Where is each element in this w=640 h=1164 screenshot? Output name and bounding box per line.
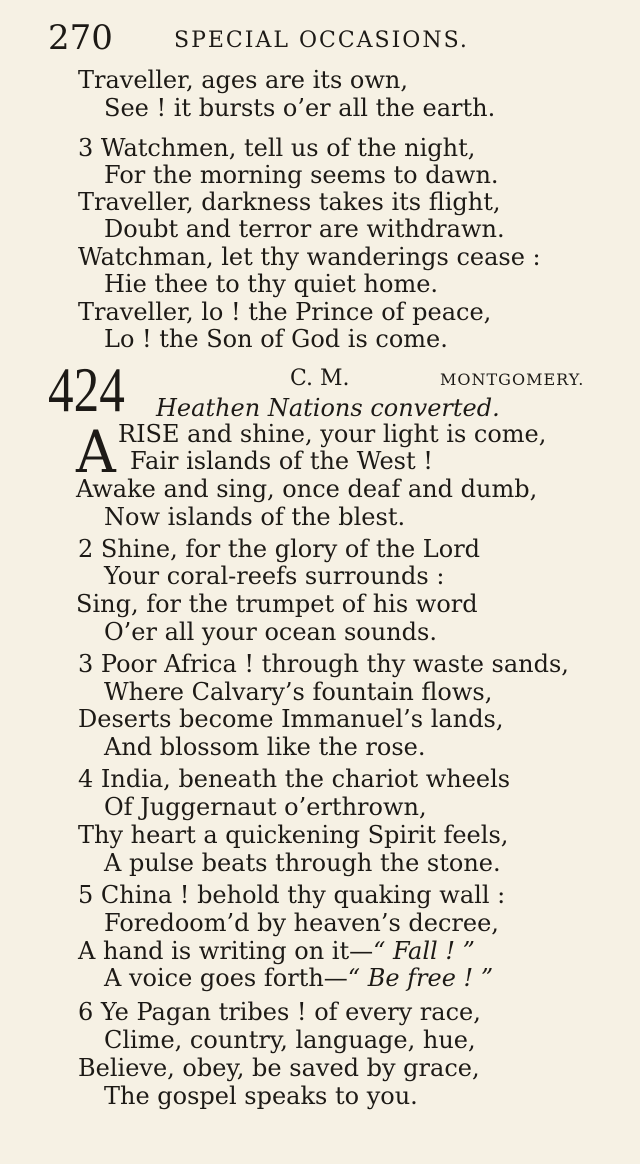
verse-line: 3 Watchmen, tell us of the night, — [78, 134, 476, 162]
verse-line: Clime, country, language, hue, — [104, 1026, 476, 1054]
verse-line: And blossom like the rose. — [104, 733, 426, 761]
verse-line: Fair islands of the West ! — [130, 447, 433, 475]
verse-line: Of Juggernaut o’erthrown, — [104, 793, 427, 821]
verse-line: 5 China ! behold thy quaking wall : — [78, 881, 506, 909]
verse-line: Doubt and terror are withdrawn. — [104, 215, 505, 243]
hymn-number: 424 — [48, 354, 125, 425]
verse-line: RISE and shine, your light is come, — [118, 420, 547, 448]
verse-line: Traveller, lo ! the Prince of peace, — [78, 298, 492, 326]
verse-line — [78, 937, 475, 965]
verse-line: Sing, for the trumpet of his word — [76, 590, 478, 618]
hymn-title: Heathen Nations converted. — [156, 394, 500, 422]
verse-line: Awake and sing, once deaf and dumb, — [76, 475, 538, 503]
verse-line: 6 Ye Pagan tribes ! of every race, — [78, 998, 481, 1026]
verse-line: Believe, obey, be saved by grace, — [78, 1054, 480, 1082]
verse-line: Hie thee to thy quiet home. — [104, 270, 439, 298]
verse-line: A pulse beats through the stone. — [104, 849, 501, 877]
verse-line: See ! it bursts o’er all the earth. — [104, 94, 496, 122]
verse-line: Watchman, let thy wanderings cease : — [78, 243, 541, 271]
running-head — [48, 18, 608, 58]
verse-line: Traveller, ages are its own, — [78, 66, 408, 94]
drop-cap: A — [76, 418, 116, 486]
verse-line: Deserts become Immanuel’s lands, — [78, 705, 504, 733]
verse-line: Lo ! the Son of God is come. — [104, 325, 448, 353]
verse-line: For the morning seems to dawn. — [104, 161, 499, 189]
verse-line: Foredoom’d by heaven’s decree, — [104, 909, 499, 937]
verse-text: A hand is writing on it— — [78, 937, 374, 965]
verse-text: A voice goes forth— — [104, 964, 348, 992]
verse-line: Your coral-reefs surrounds : — [104, 562, 445, 590]
hymn-tune: MONTGOMERY. — [440, 370, 585, 389]
section-title: SPECIAL OCCASIONS. — [174, 28, 469, 53]
verse-italic: “ Be free ! ” — [347, 964, 494, 992]
hymn-meter: C. M. — [290, 366, 350, 391]
verse-line: 4 India, beneath the chariot wheels — [78, 765, 511, 793]
verse-line: O’er all your ocean sounds. — [104, 618, 437, 646]
verse-italic: “ Fall ! ” — [373, 937, 475, 965]
verse-line: Where Calvary’s fountain flows, — [104, 678, 493, 706]
verse-line: Traveller, darkness takes its flight, — [78, 188, 501, 216]
page-number: 270 — [48, 18, 113, 58]
verse-line: 2 Shine, for the glory of the Lord — [78, 535, 481, 563]
verse-line: 3 Poor Africa ! through thy waste sands, — [78, 650, 569, 678]
verse-line — [104, 964, 493, 992]
verse-line: The gospel speaks to you. — [104, 1082, 418, 1110]
verse-line: Now islands of the blest. — [104, 503, 406, 531]
verse-line: Thy heart a quickening Spirit feels, — [78, 821, 509, 849]
